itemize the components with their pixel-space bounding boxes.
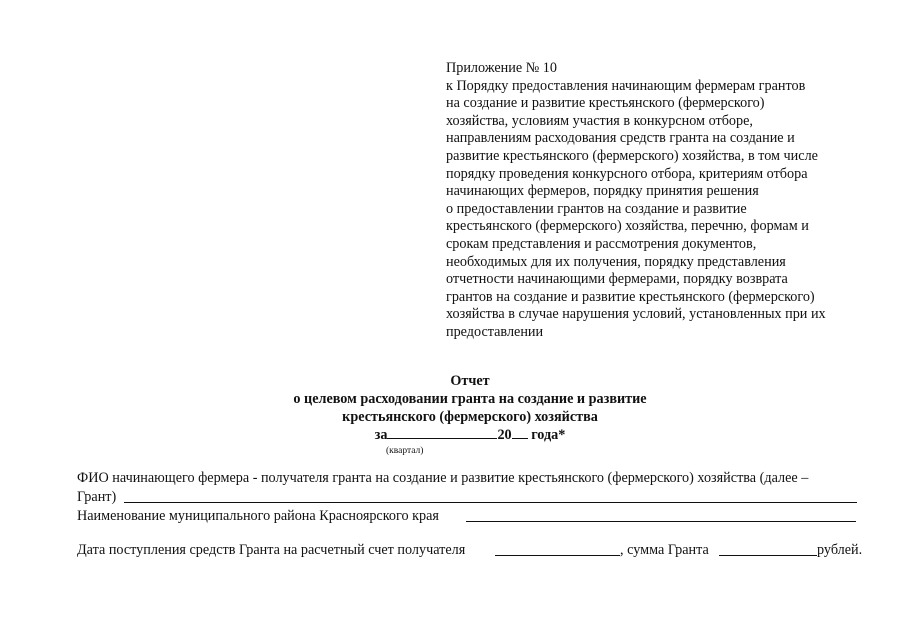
farmer-label-line1: ФИО начинающего фермера - получателя гранта на создание и развитие крестьянского (фермерского) хозяйства (далее – [77, 470, 809, 486]
appendix-line: срокам представления и рассмотрения документов, [446, 235, 757, 252]
report-title [200, 372, 740, 444]
appendix-line: Приложение № 10 [446, 60, 557, 76]
amount-field[interactable] [719, 555, 817, 556]
appendix-line: хозяйства в случае нарушения условий, установленных при их [446, 306, 826, 323]
period-suffix: года* [531, 427, 566, 443]
quarter-blank[interactable] [387, 426, 497, 439]
appendix-line: предоставлении [446, 323, 544, 340]
appendix-line: крестьянского (фермерского) хозяйства, перечню, формам и [446, 218, 809, 235]
appendix-line: хозяйства, условиям участия в конкурсном отборе, [446, 112, 753, 129]
appendix-line: о предоставлении грантов на создание и развитие [446, 200, 747, 217]
appendix-line: порядку проведения конкурсного отбора, критериям отбора [446, 165, 808, 182]
appendix-line: грантов на создание и развитие крестьянского (фермерского) [446, 288, 815, 305]
appendix-line: начинающих фермеров, порядку принятия решения [446, 183, 759, 200]
currency-label: рублей. [817, 542, 863, 558]
date-label: Дата поступления средств Гранта на расчетный счет получателя [77, 542, 466, 558]
district-label: Наименование муниципального района Красноярского края [77, 508, 439, 524]
report-title-line1: Отчет [450, 373, 490, 389]
appendix-line: необходимых для их получения, порядку представления [446, 253, 786, 270]
report-title-line2: о целевом расходовании гранта на создание и развитие [293, 391, 647, 407]
appendix-line: развитие крестьянского (фермерского) хозяйства, в том числе [446, 147, 818, 164]
appendix-line: на создание и развитие крестьянского (фермерского) [446, 95, 765, 112]
appendix-line: направлениям расходования средств гранта на создание и [446, 130, 795, 147]
period-prefix: за [374, 427, 388, 443]
quarter-caption: (квартал) [386, 446, 424, 456]
appendix-header [446, 60, 876, 342]
year-blank[interactable] [512, 426, 528, 439]
appendix-line: к Порядку предоставления начинающим фермерам грантов [446, 77, 806, 94]
date-field[interactable] [495, 555, 620, 556]
farmer-name-field[interactable] [124, 502, 857, 503]
appendix-line: отчетности начинающими фермерами, порядку возврата [446, 271, 788, 288]
report-title-line3: крестьянского (фермерского) хозяйства [342, 409, 598, 425]
period-year-prefix: 20 [497, 427, 512, 443]
farmer-label-line2: Грант) [77, 489, 117, 505]
report-period [200, 426, 740, 444]
district-field[interactable] [466, 521, 856, 522]
amount-label: , сумма Гранта [620, 542, 709, 558]
